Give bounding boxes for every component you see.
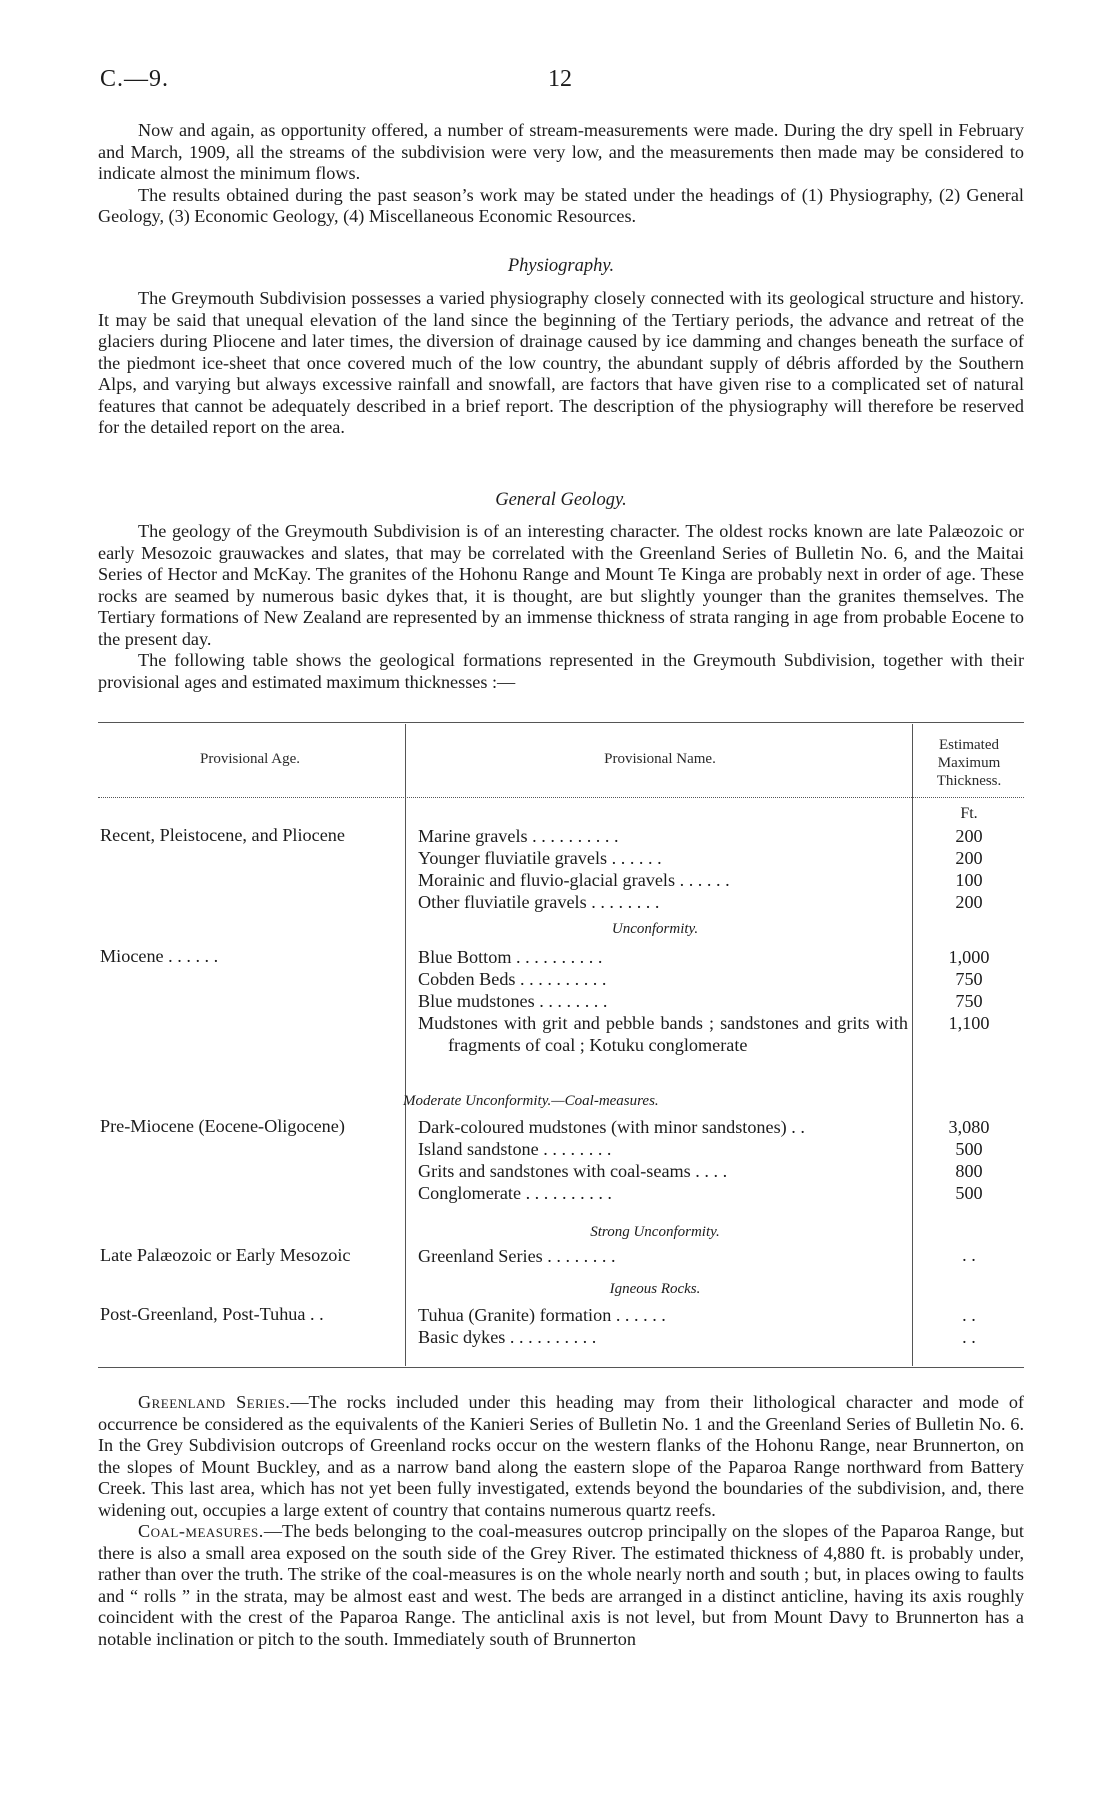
name-group-4 <box>418 1245 908 1267</box>
thickness-value: 200 <box>955 892 983 912</box>
physiography-section <box>98 288 1024 439</box>
table-row: Island sandstone . . . . . . . . <box>418 1139 612 1159</box>
separator-strong-unconformity: Strong Unconformity. <box>590 1224 720 1240</box>
physiography-paragraph: The Greymouth Subdivision possesses a varied physiography closely connected with its geological structure and history. It may be said that unequal elevation of the land since the beginning of the Tertiary periods, the advance and retreat of the glaciers during Pliocene and later times, the diversion of drainage caused by ice damming and changes beneath the surface of the piedmont ice-sheet that once covered much of the low country, the abundant supply of débris afforded by the Southern Alps, and varying but always excessive rainfall and snowfall, are factors that have given rise to a complicated set of natural features that cannot be adequately described in a brief report. The description of the physiography will therefore be reserved for the detailed report on the area. <box>98 288 1024 437</box>
thickness-value: . . <box>962 1327 976 1347</box>
intro-paragraph-2: The results obtained during the past season’s work may be stated under the headings of (1) Physiography, (2) General Geology, (3) Economic Geology, (4) Miscellaneous Economic Resources. <box>98 184 1024 226</box>
page-number: 12 <box>548 66 572 92</box>
header-provisional-age: Provisional Age. <box>200 751 300 767</box>
thickness-group-5 <box>918 1304 1020 1348</box>
thickness-value: 500 <box>955 1183 983 1203</box>
table-row: Blue Bottom . . . . . . . . . . <box>418 947 603 967</box>
thickness-value: 200 <box>955 826 983 846</box>
greenland-series-lead: Greenland Series. <box>138 1392 291 1412</box>
header-provisional-name: Provisional Name. <box>604 751 716 767</box>
table-row: Mudstones with grit and pebble bands ; sandstones and grits with fragments of coal ; Kotuku conglomerate <box>418 1013 908 1055</box>
greenland-series-body: —The rocks included under this heading may from their lithological character and mode of occurrence be considered as the equivalents of the Kanieri Series of Bulletin No. 1 and the Greenland Series of Bulletin No. 6. In the Grey Subdivision outcrops of Greenland rocks occur on the western flanks of the Hohonu Range, near Brunnerton, on the slopes of Mount Buckley, and as a narrow band along the eastern slope of the Paparoa Range northward from Battery Creek. This last area, which has not yet been fully investigated, extends beyond the boundaries of the subdivision, and, there widening out, occupies a large extent of country that contains numerous quartz reefs. <box>98 1392 1024 1520</box>
separator-moderate-unconformity: Moderate Unconformity.—Coal-measures. <box>403 1093 659 1109</box>
coal-measures-paragraph <box>98 1521 1024 1650</box>
table-row: Greenland Series . . . . . . . . <box>418 1246 616 1266</box>
physiography-heading: Physiography. <box>507 256 615 276</box>
thickness-value: 1,000 <box>948 947 990 967</box>
separator-unconformity: Unconformity. <box>611 921 699 937</box>
age-post-greenland: Post-Greenland, Post-Tuhua . . <box>100 1304 324 1324</box>
thickness-value: 750 <box>955 969 983 989</box>
general-geology-paragraph-2: The following table shows the geological formations represented in the Greymouth Subdivision, together with their provisional ages and estimated maximum thicknesses :— <box>98 650 1024 692</box>
table-row: Morainic and fluvio-glacial gravels . . . . . . <box>418 870 730 890</box>
name-group-5 <box>418 1304 908 1348</box>
header-thickness-line-3: Thickness. <box>936 773 1002 789</box>
table-row: Cobden Beds . . . . . . . . . . <box>418 969 607 989</box>
general-geology-section <box>98 521 1024 693</box>
thickness-group-3 <box>918 1116 1020 1204</box>
header-thickness <box>916 736 1022 790</box>
table-row: Conglomerate . . . . . . . . . . <box>418 1183 612 1203</box>
table-row: Other fluviatile gravels . . . . . . . . <box>418 892 660 912</box>
intro-paragraph-1: Now and again, as opportunity offered, a number of stream-measurements were made. During the dry spell in February and March, 1909, all the streams of the subdivision were very low, and the measurements then made may be considered to indicate almost the minimum flows. <box>98 120 1024 183</box>
thickness-value: . . <box>962 1305 976 1325</box>
general-geology-paragraph-1: The geology of the Greymouth Subdivision is of an interesting character. The oldest rocks known are late Palæozoic or early Mesozoic grauwackes and slates, that may be correlated with the Greenland Series of Bulletin No. 6, and the Maitai Series of Hector and McKay. The granites of the Hohonu Range and Mount Te Kinga are probably next in order of age. These rocks are seamed by numerous basic dykes that, it is thought, are but slightly younger than the granites themselves. The Tertiary formations of New Zealand are represented by an immense thickness of strata ranging in age from probable Eocene to the present day. <box>98 521 1024 649</box>
thickness-value: 3,080 <box>948 1117 990 1137</box>
closing-paragraphs <box>98 1392 1024 1650</box>
age-recent-pleistocene-pliocene: Recent, Pleistocene, and Pliocene <box>100 825 345 845</box>
thickness-group-1 <box>918 825 1020 913</box>
table-row: Tuhua (Granite) formation . . . . . . <box>418 1305 666 1325</box>
table-column-divider-2 <box>912 724 913 1366</box>
table-header-rule <box>98 797 1024 798</box>
table-row: Marine gravels . . . . . . . . . . <box>418 826 619 846</box>
table-row: Basic dykes . . . . . . . . . . <box>418 1327 597 1347</box>
thickness-group-2 <box>918 946 1020 1034</box>
age-pre-miocene: Pre-Miocene (Eocene-Oligocene) <box>100 1116 345 1136</box>
coal-measures-body: —The beds belonging to the coal-measures outcrop principally on the slopes of the Paparoa Range, but there is also a small area exposed on the south side of the Grey River. The estimated thickness of 4,880 ft. is probably under, rather than over the truth. The strike of the coal-measures is on the whole nearly north and south ; but, in places owing to faults and “ rolls ” in the strata, may be almost east and west. The beds are arranged in a distinct anticline, having its axis roughly coincident with the crest of the Paparoa Range. The anticlinal axis is not level, but from Mount Davy to Brunnerton has a notable inclination or pitch to the south. Immediately south of Brunnerton <box>98 1521 1024 1649</box>
table-row: Dark-coloured mudstones (with minor sandstones) . . <box>418 1117 805 1137</box>
series-reference: C.—9. <box>100 66 170 92</box>
table-bottom-rule <box>98 1367 1024 1368</box>
thickness-value: . . <box>962 1245 976 1265</box>
name-group-3 <box>418 1116 908 1204</box>
header-thickness-line-1: Estimated <box>939 737 999 753</box>
thickness-value: 200 <box>955 848 983 868</box>
intro-paragraphs <box>98 120 1024 228</box>
thickness-value: 500 <box>955 1139 983 1159</box>
name-group-1 <box>418 825 908 913</box>
table-column-divider-1 <box>405 724 406 1366</box>
thickness-value: 800 <box>955 1161 983 1181</box>
table-row: Grits and sandstones with coal-seams . . . . <box>418 1161 728 1181</box>
name-group-2 <box>418 946 908 1056</box>
separator-igneous-rocks: Igneous Rocks. <box>609 1281 701 1297</box>
greenland-series-paragraph <box>98 1392 1024 1521</box>
header-thickness-line-2: Maximum <box>937 755 1001 771</box>
table-row: Younger fluviatile gravels . . . . . . <box>418 848 662 868</box>
general-geology-heading: General Geology. <box>495 490 627 510</box>
table-top-rule <box>98 722 1024 723</box>
thickness-value: 100 <box>955 870 983 890</box>
thickness-value: 750 <box>955 991 983 1011</box>
age-miocene: Miocene . . . . . . <box>100 946 219 966</box>
thickness-unit: Ft. <box>960 805 978 822</box>
age-late-palaeozoic: Late Palæozoic or Early Mesozoic <box>100 1245 351 1265</box>
table-row: Blue mudstones . . . . . . . . <box>418 991 608 1011</box>
thickness-value: 1,100 <box>948 1013 990 1033</box>
coal-measures-lead: Coal-measures. <box>138 1521 264 1541</box>
